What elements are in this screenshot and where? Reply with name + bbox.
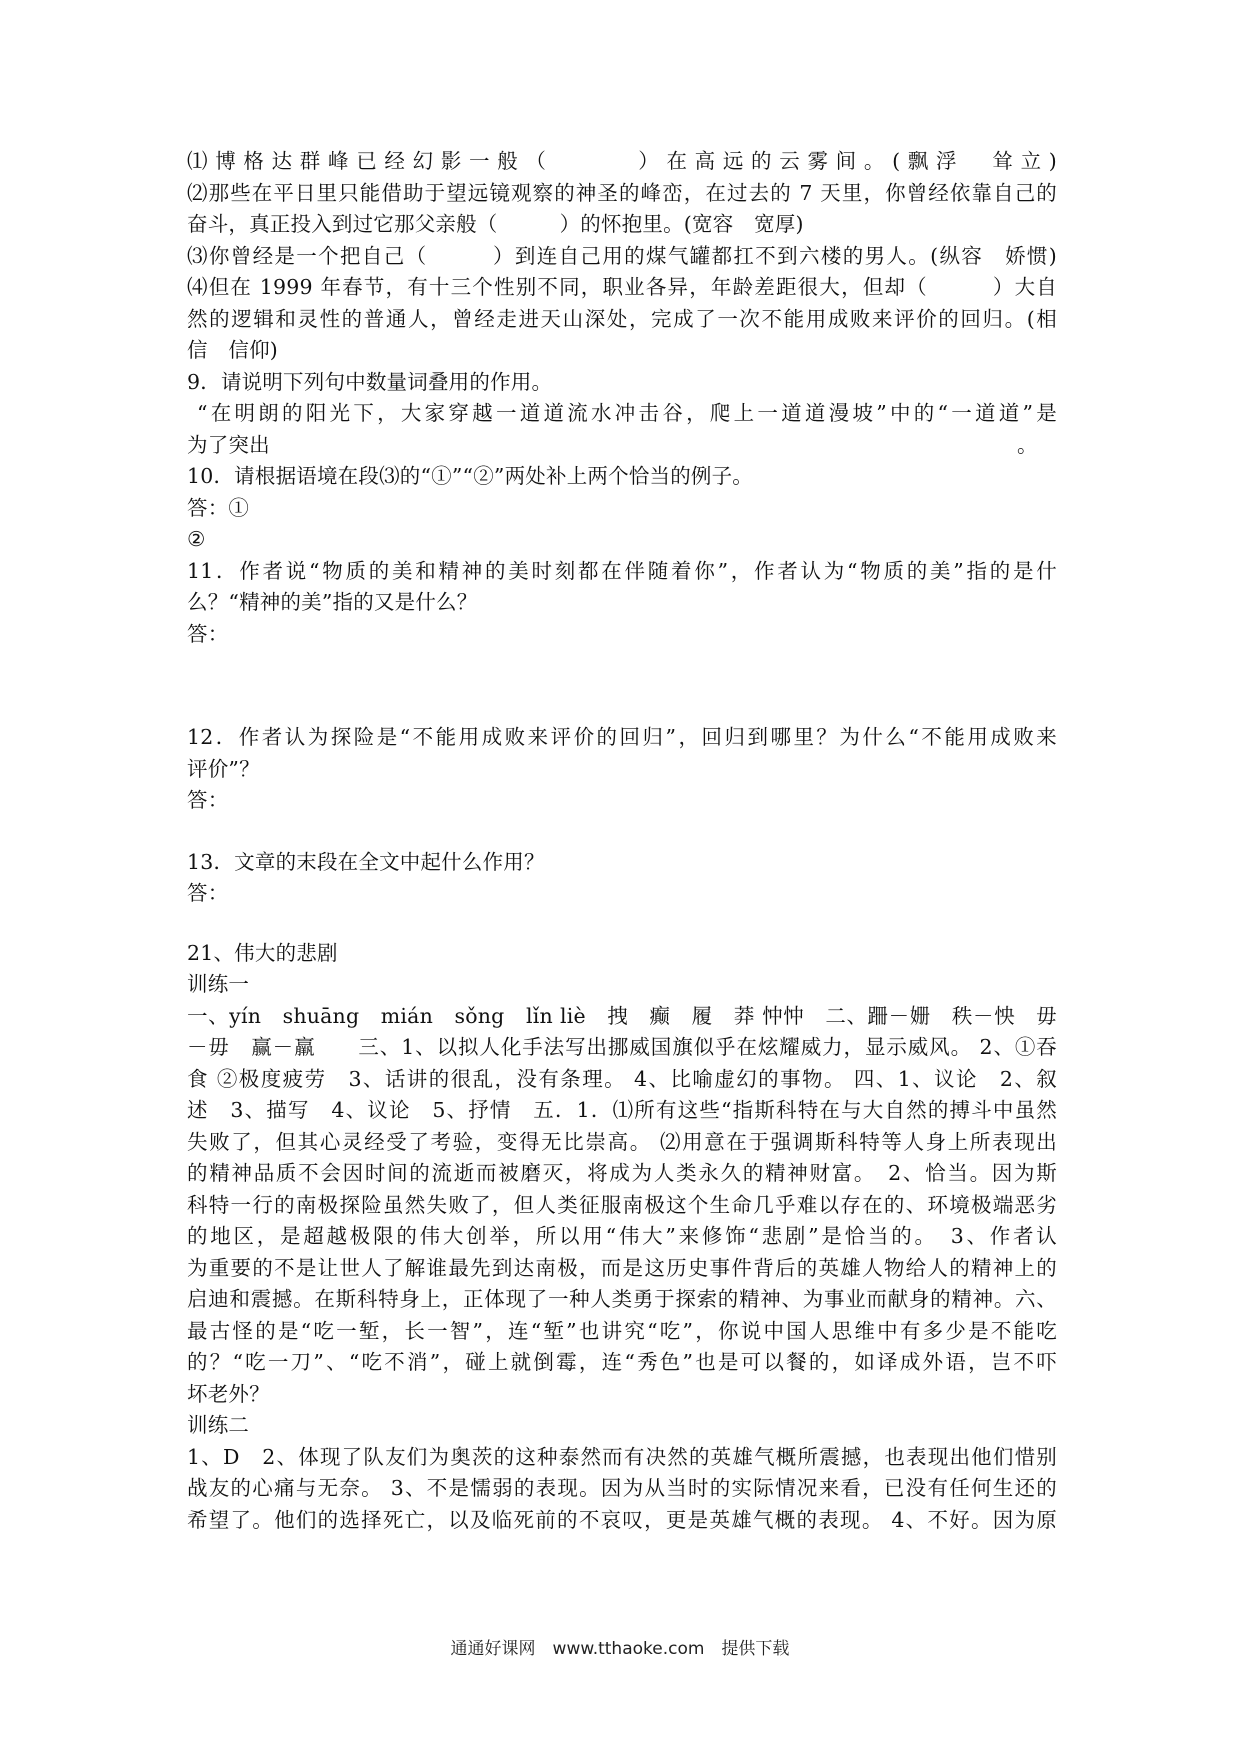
answer-line: 失败了，但其心灵经受了考验，变得无比崇高。 ⑵用意在于强调斯科特等人身上所表现出 — [187, 1129, 1057, 1154]
answer-line: 的？“吃一刀”、“吃不消”，碰上就倒霉，连“秀色”也是可以餐的，如译成外语，岂不吓 — [187, 1350, 1057, 1374]
answer-label: 答： — [187, 621, 229, 646]
answer-space — [187, 650, 1057, 722]
text-line: ⑴博格达群峰已经幻影一般（ ）在高远的云雾间。(飘浮 耸立) — [187, 149, 1057, 173]
section-gap — [187, 910, 1057, 938]
blank-end-period: 。 — [1017, 432, 1038, 457]
text-line: 么？“精神的美”指的又是什么？ — [187, 590, 478, 614]
answer-line: 1、D 2、体现了队友们为奥茨的这种泰然而有决然的英雄气概所震撼，也表现出他们惜别 — [187, 1444, 1057, 1469]
answer-label: 答：① — [187, 495, 250, 520]
subsection-heading: 训练二 — [187, 1413, 250, 1437]
answer-line: 的地区，是超越极限的伟大创举，所以用“伟大”来修饰“悲剧”是恰当的。 3、作者认 — [187, 1224, 1057, 1248]
answer-line: －毋 赢－羸 三、1、以拟人化手法写出挪威国旗似乎在炫耀威力，显示威风。 2、①吞 — [187, 1035, 1057, 1059]
text-line: “在明朗的阳光下，大家穿越一道道流水冲击谷，爬上一道道漫坡”中的“一道道”是 — [197, 401, 1057, 425]
question-10: 10．请根据语境在段⑶的“①”“②”两处补上两个恰当的例子。 — [187, 464, 754, 488]
blank-prompt: 为了突出 — [187, 432, 270, 457]
answer-line: 的精神品质不会因时间的流逝而被磨灭，将成为人类永久的精神财富。 2、恰当。因为斯 — [187, 1161, 1057, 1185]
answer-line: 为重要的不是让世人了解谁最先到达南极，而是这历史事件背后的英雄人物给人的精神上的 — [187, 1255, 1057, 1280]
text-line: ⑶你曾经是一个把自己（ ）到连自己用的煤气罐都扛不到六楼的男人。(纵容 娇惯) — [187, 243, 1057, 268]
answer-line: 希望了。他们的选择死亡，以及临死前的不哀叹，更是英雄气概的表现。 4、不好。因为原 — [187, 1507, 1057, 1532]
answer-label: ② — [187, 527, 206, 551]
answer-space — [187, 817, 1057, 847]
question-13: 13．文章的末段在全文中起什么作用？ — [187, 849, 545, 874]
document-body — [187, 146, 1057, 1536]
answer-line: 一、yín shuāng mián sǒng lǐn liè 拽 癫 履 莽 忡忡 二、跚－姗 秩－怏 毋 — [187, 1003, 1057, 1028]
subsection-heading: 训练一 — [187, 972, 250, 996]
answer-blank-line — [187, 430, 1057, 462]
answer-line: 启迪和震撼。在斯科特身上，正体现了一种人类勇于探索的精神、为事业而献身的精神。六、 — [187, 1287, 1057, 1311]
answer-line: 最古怪的是“吃一堑，长一智”，连“堑”也讲究“吃”，你说中国人思维中有多少是不能吃 — [187, 1318, 1057, 1343]
question-12: 12．作者认为探险是“不能用成败来评价的回归”，回归到哪里？为什么“不能用成败来 — [187, 725, 1057, 749]
answer-line: 述 3、描写 4、议论 5、抒情 五．1．⑴所有这些“指斯科特在与大自然的搏斗中虽然 — [187, 1098, 1057, 1122]
answer-line: 科特一行的南极探险虽然失败了，但人类征服南极这个生命几乎难以存在的、环境极端恶劣 — [187, 1192, 1057, 1217]
text-line: 信 信仰) — [187, 338, 278, 362]
answer-line: 食 ②极度疲劳 3、话讲的很乱，没有条理。 4、比喻虚幻的事物。 四、1、议论 2、叙 — [187, 1066, 1057, 1091]
text-line: ⑷但在 1999 年春节，有十三个性别不同，职业各异，年龄差距很大，但却（ ）大自 — [187, 275, 1057, 299]
page-footer: 通通好课网 www.tthaoke.com 提供下载 — [450, 1639, 790, 1659]
text-line: 然的逻辑和灵性的普通人，曾经走进天山深处，完成了一次不能用成败来评价的回归。(相 — [187, 306, 1057, 331]
question-11: 11．作者说“物质的美和精神的美时刻都在伴随着你”，作者认为“物质的美”指的是什 — [187, 558, 1057, 583]
answer-label: 答： — [187, 881, 229, 905]
answer-line: 坏老外？ — [187, 1381, 270, 1406]
answer-label: 答： — [187, 788, 229, 812]
section-heading: 21、伟大的悲剧 — [187, 940, 338, 965]
text-line: 奋斗，真正投入到过它那父亲般（ ）的怀抱里。(宽容 宽厚) — [187, 212, 804, 236]
question-9: 9．请说明下列句中数量词叠用的作用。 — [187, 369, 553, 394]
answer-line: 战友的心痛与无奈。 3、不是懦弱的表现。因为从当时的实际情况来看，已没有任何生还的 — [187, 1476, 1057, 1500]
text-line: ⑵那些在平日里只能借助于望远镜观察的神圣的峰峦，在过去的 7 天里，你曾经依靠自己的 — [187, 180, 1057, 205]
text-line: 评价”？ — [187, 756, 260, 781]
